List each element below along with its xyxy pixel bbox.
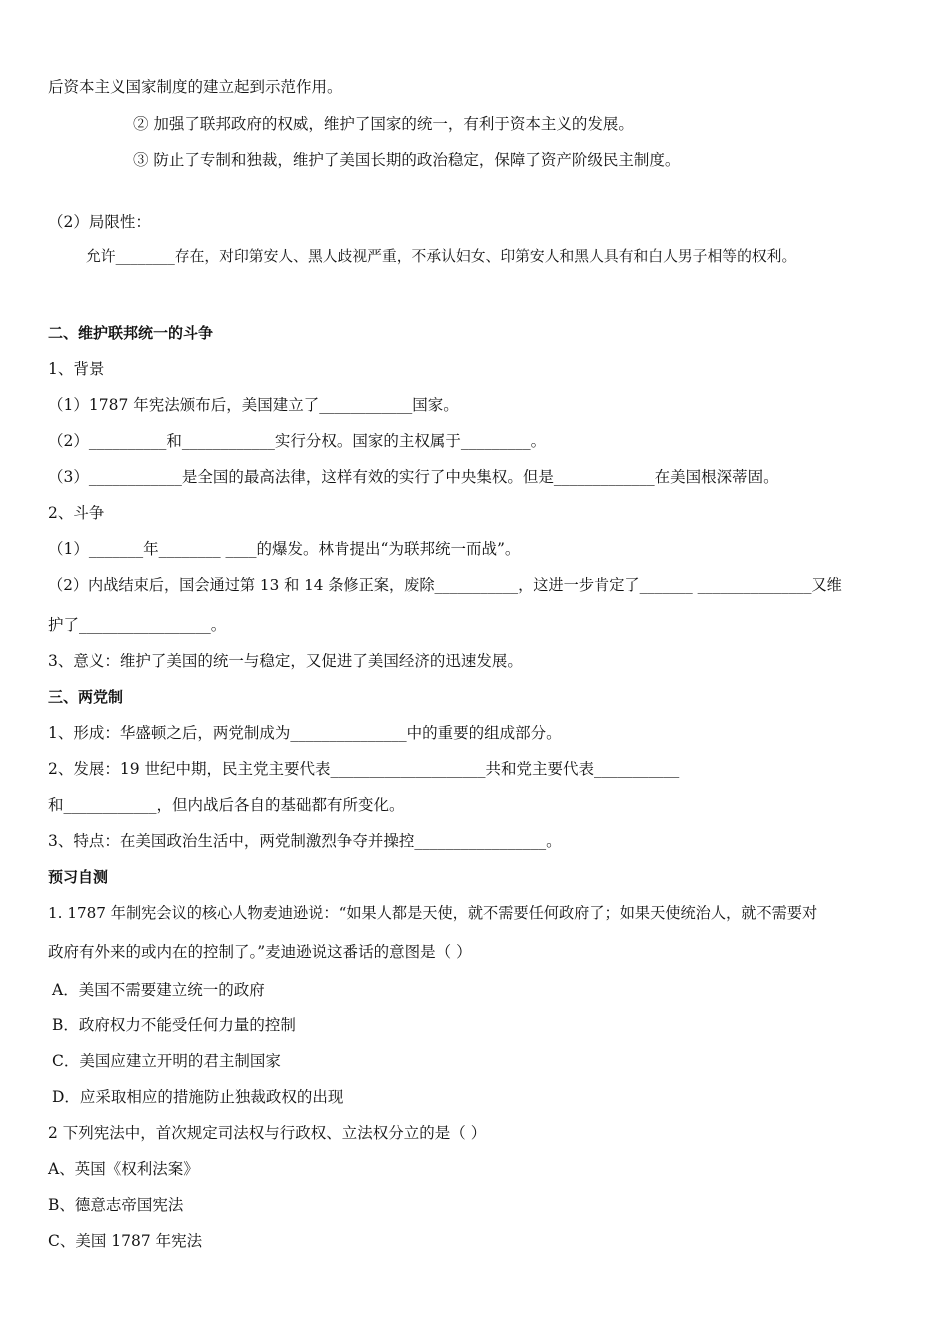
question-text: 2 下列宪法中，首次规定司法权与行政权、立法权分立的是（ ） <box>48 1124 487 1142</box>
text-line: 3、意义：维护了美国的统一与稳定，又促进了美国经济的迅速发展。 <box>48 652 523 670</box>
option-b: B、德意志帝国宪法 <box>48 1196 184 1214</box>
option-d: D．应采取相应的措施防止独裁政权的出现 <box>52 1088 344 1106</box>
section-heading: 预习自测 <box>48 868 109 886</box>
text-line: 1、形成：华盛顿之后，两党制成为_______________中的重要的组成部分。 <box>48 724 562 742</box>
question-text: 1. 1787 年制宪会议的核心人物麦迪逊说：“如果人都是天使，就不需要任何政府了；如果天使统治人，就不需要对 <box>48 904 818 922</box>
text-line: ② 加强了联邦政府的权威，维护了国家的统一，有利于资本主义的发展。 <box>133 115 634 133</box>
text-line: ③ 防止了专制和独裁，维护了美国长期的政治稳定，保障了资产阶级民主制度。 <box>133 151 681 169</box>
text-line: （1）1787 年宪法颁布后，美国建立了____________国家。 <box>48 396 459 414</box>
text-line: （3）____________是全国的最高法律，这样有效的实行了中央集权。但是_____________在美国根深蒂固。 <box>48 468 779 486</box>
text-line: 后资本主义国家制度的建立起到示范作用。 <box>48 78 343 96</box>
text-line: 2、发展：19 世纪中期，民主党主要代表____________________共和党主要代表___________ <box>48 760 680 778</box>
option-b: B．政府权力不能受任何力量的控制 <box>52 1016 296 1034</box>
text-line: （2）内战结束后，国会通过第 13 和 14 条修正案，废除___________，这进一步肯定了_______ _______________又维 <box>48 576 842 594</box>
text-line: 1、背景 <box>48 360 105 378</box>
text-line: （2）__________和____________实行分权。国家的主权属于_________。 <box>48 432 547 450</box>
option-a: A．美国不需要建立统一的政府 <box>52 981 265 999</box>
question-text: 政府有外来的或内在的控制了。”麦迪逊说这番话的意图是（ ） <box>48 943 472 961</box>
option-c: C、美国 1787 年宪法 <box>48 1232 203 1250</box>
text-line: 允许________存在，对印第安人、黑人歧视严重，不承认妇女、印第安人和黑人具有和白人男子相等的权利。 <box>86 248 797 265</box>
text-line: 3、特点：在美国政治生活中，两党制激烈争夺并操控_________________。 <box>48 832 562 850</box>
text-line: 和____________，但内战后各自的基础都有所变化。 <box>48 796 405 814</box>
text-line: （2）局限性： <box>48 213 151 231</box>
section-heading: 二、维护联邦统一的斗争 <box>48 324 214 342</box>
text-line: 2、斗争 <box>48 504 105 522</box>
option-a: A、英国《权利法案》 <box>48 1160 199 1178</box>
option-c: C．美国应建立开明的君主制国家 <box>52 1052 281 1070</box>
text-line: 护了_________________。 <box>48 616 227 634</box>
text-line: （1）_______年________ ____的爆发。林肯提出“为联邦统一而战”。 <box>48 540 521 558</box>
section-heading: 三、两党制 <box>48 688 124 706</box>
